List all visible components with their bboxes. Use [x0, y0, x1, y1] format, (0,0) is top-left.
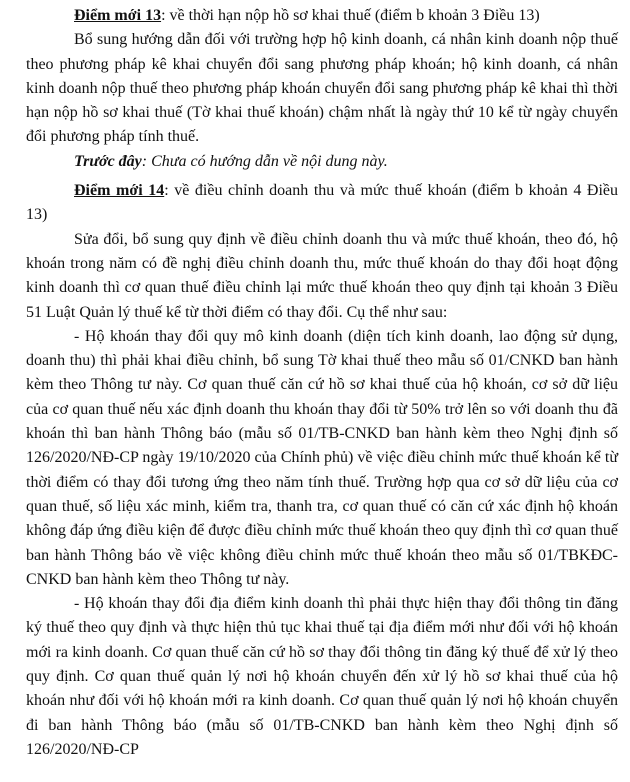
before-text: : Chưa có hướng dẫn về nội dung này.: [141, 152, 388, 170]
section-13-label: Điểm mới 13: [74, 7, 162, 24]
section-14-bullet-1: - Hộ khoán thay đổi quy mô kinh doanh (diện tích kinh doanh, lao động sử dụng, doanh thu) thì phải khai điều chỉnh, bổ sung Tờ khai thuế theo mẫu số 01/CNKD ban hành kèm theo Thông tư này. Cơ quan thuế căn cứ hồ sơ khai thuế của hộ khoán, cơ sở dữ liệu của cơ quan thuế nếu xác định doanh thu khoán thay đổi từ 50% trở lên so với doanh thu đã khoán thì ban hành Thông báo (mẫu số 01/TB-CNKD ban hành kèm theo Nghị định số 126/2020/NĐ-CP ngày 19/10/2020 của Chính phủ) về việc điều chỉnh mức thuế khoán kể từ thời điểm có thay đổi tương ứng theo năm tính thuế. Trường hợp qua cơ sở dữ liệu của cơ quan thuế, số liệu xác minh, kiểm tra, thanh tra, cơ quan thuế có căn cứ xác định hộ khoán không đáp ứng điều kiện để được điều chỉnh mức thuế khoán theo quy định thì cơ quan thuế ban hành Thông báo về việc không điều chỉnh mức thuế khoán theo mẫu số 01/TBKĐC-CNKD ban hành kèm theo Thông tư này.: [26, 327, 618, 588]
section-13-before-note: [26, 150, 618, 174]
section-13-heading-text: : về thời hạn nộp hồ sơ khai thuế (điểm b khoản 3 Điều 13): [161, 7, 540, 24]
section-13-heading: [26, 4, 618, 28]
before-label: Trước đây: [74, 152, 142, 170]
section-14-heading: [26, 179, 618, 228]
section-14-bullet-2: - Hộ khoán thay đổi địa điểm kinh doanh thì phải thực hiện thay đổi thông tin đăng ký thuế theo quy định và thực hiện thủ tục khai thuế tại địa điểm mới như đối với hộ khoán mới ra kinh doanh. Cơ quan thuế căn cứ hồ sơ thay đổi thông tin đăng ký thuế để xử lý theo quy định. Cơ quan thuế quản lý nơi hộ khoán chuyển đến xử lý hồ sơ khai thuế của hộ khoán như đối với hộ khoán mới ra kinh doanh. Cơ quan thuế quản lý nơi hộ khoán chuyển đi ban hành Thông báo (mẫu số 01/TB-CNKD ban hành kèm theo Nghị định số 126/2020/NĐ-CP: [26, 595, 618, 758]
section-14-label: Điểm mới 14: [74, 182, 165, 200]
section-13-body: Bổ sung hướng dẫn đối với trường hợp hộ kinh doanh, cá nhân kinh doanh nộp thuế theo phương pháp kê khai chuyển đổi sang phương pháp khoán; hộ kinh doanh, cá nhân kinh doanh nộp thuế theo phương pháp khoán chuyển đổi sang phương pháp kê khai thì thời hạn nộp hồ sơ khai thuế (Tờ khai thuế khoán) chậm nhất là ngày thứ 10 kể từ ngày chuyển đổi phương pháp tính thuế.: [26, 31, 618, 146]
section-14-heading-text: : về điều chỉnh doanh thu và mức thuế khoán (điểm b khoản 4 Điều 13): [26, 182, 618, 224]
section-14-intro: Sửa đổi, bổ sung quy định về điều chỉnh doanh thu và mức thuế khoán, theo đó, hộ khoán trong năm có đề nghị điều chỉnh doanh thu, mức thuế khoán do thay đổi hoạt động kinh doanh thì cơ quan thuế điều chỉnh lại mức thuế khoán theo quy định tại khoản 3 Điều 51 Luật Quản lý thuế kể từ thời điểm có thay đổi. Cụ thể như sau:: [26, 230, 618, 321]
